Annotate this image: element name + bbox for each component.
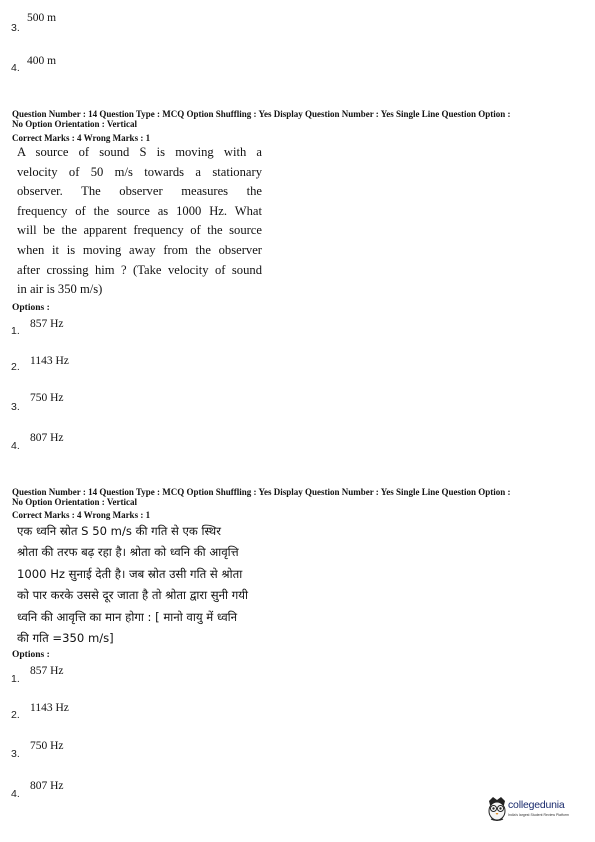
question-text-line: 1000 Hz सुनाई देती है। जब स्रोत उसी गति से श्रोता [17, 566, 243, 581]
option-value: 500 m [27, 12, 57, 24]
question-text-line: frequency of the source as 1000 Hz. What [17, 203, 262, 218]
question-text-line: when it is moving away from the observer [17, 242, 262, 257]
option-number: 4. [11, 788, 20, 800]
question-header-line2: No Option Orientation : Vertical [12, 497, 137, 507]
question-text-line: in air is 350 m/s) [17, 282, 103, 297]
option-value: 857 Hz [30, 665, 64, 677]
option-value: 1143 Hz [30, 702, 69, 714]
question-text-line: की गति =350 m/s] [17, 631, 114, 646]
question-text-line: ध्वनि की आवृत्ति का मान होगा : [ मानो वायु में ध्वनि [17, 609, 238, 624]
option-number: 2. [11, 709, 20, 721]
option-number: 4. [11, 62, 20, 74]
option-value: 400 m [27, 55, 57, 67]
question-text-line: after crossing him ? (Take velocity of sound [17, 262, 262, 277]
question-header-line1: Question Number : 14 Question Type : MCQ Option Shuffling : Yes Display Question Number : Yes Single Line Question Option : [12, 487, 511, 497]
logo-tagline: India's largest Student Review Platform [508, 813, 569, 817]
question-header-line1: Question Number : 14 Question Type : MCQ Option Shuffling : Yes Display Question Number : Yes Single Line Question Option : [12, 109, 511, 119]
question-text-line: एक ध्वनि स्रोत S 50 m/s की गति से एक स्थिर [17, 524, 221, 538]
option-value: 807 Hz [30, 432, 64, 444]
option-number: 1. [11, 325, 20, 337]
logo-wordmark: collegedunia [508, 799, 565, 811]
question-text-line: velocity of 50 m/s towards a stationary [17, 164, 262, 179]
option-number: 3. [11, 22, 20, 34]
question-text-line: observer. The observer measures the [17, 184, 262, 199]
question-text [17, 143, 262, 300]
option-number: 4. [11, 440, 20, 452]
question-text-line: को पार करके उससे दूर जाता है तो श्रोता द्वारा सुनी गयी [17, 588, 249, 603]
option-value: 1143 Hz [30, 355, 69, 367]
option-number: 1. [11, 673, 20, 685]
marks-line: Correct Marks : 4 Wrong Marks : 1 [12, 133, 151, 143]
option-number: 3. [11, 748, 20, 760]
option-number: 3. [11, 401, 20, 413]
question-text-line: श्रोता की तरफ बढ़ रहा है। श्रोता को ध्वनि की आवृत्ति [17, 545, 239, 560]
marks-line: Correct Marks : 4 Wrong Marks : 1 [12, 510, 151, 520]
option-value: 807 Hz [30, 780, 64, 792]
collegedunia-logo [486, 795, 582, 825]
options-label: Options : [12, 303, 50, 313]
question-text [17, 521, 279, 649]
question-text-line: A source of sound S is moving with a [17, 145, 262, 159]
option-number: 2. [11, 361, 20, 373]
question-header-line2: No Option Orientation : Vertical [12, 119, 137, 129]
option-value: 750 Hz [30, 740, 64, 752]
owl-mascot-icon [486, 795, 508, 823]
option-value: 750 Hz [30, 392, 64, 404]
question-text-line: will be the apparent frequency of the source [17, 223, 262, 238]
option-value: 857 Hz [30, 318, 64, 330]
options-label: Options : [12, 650, 50, 660]
